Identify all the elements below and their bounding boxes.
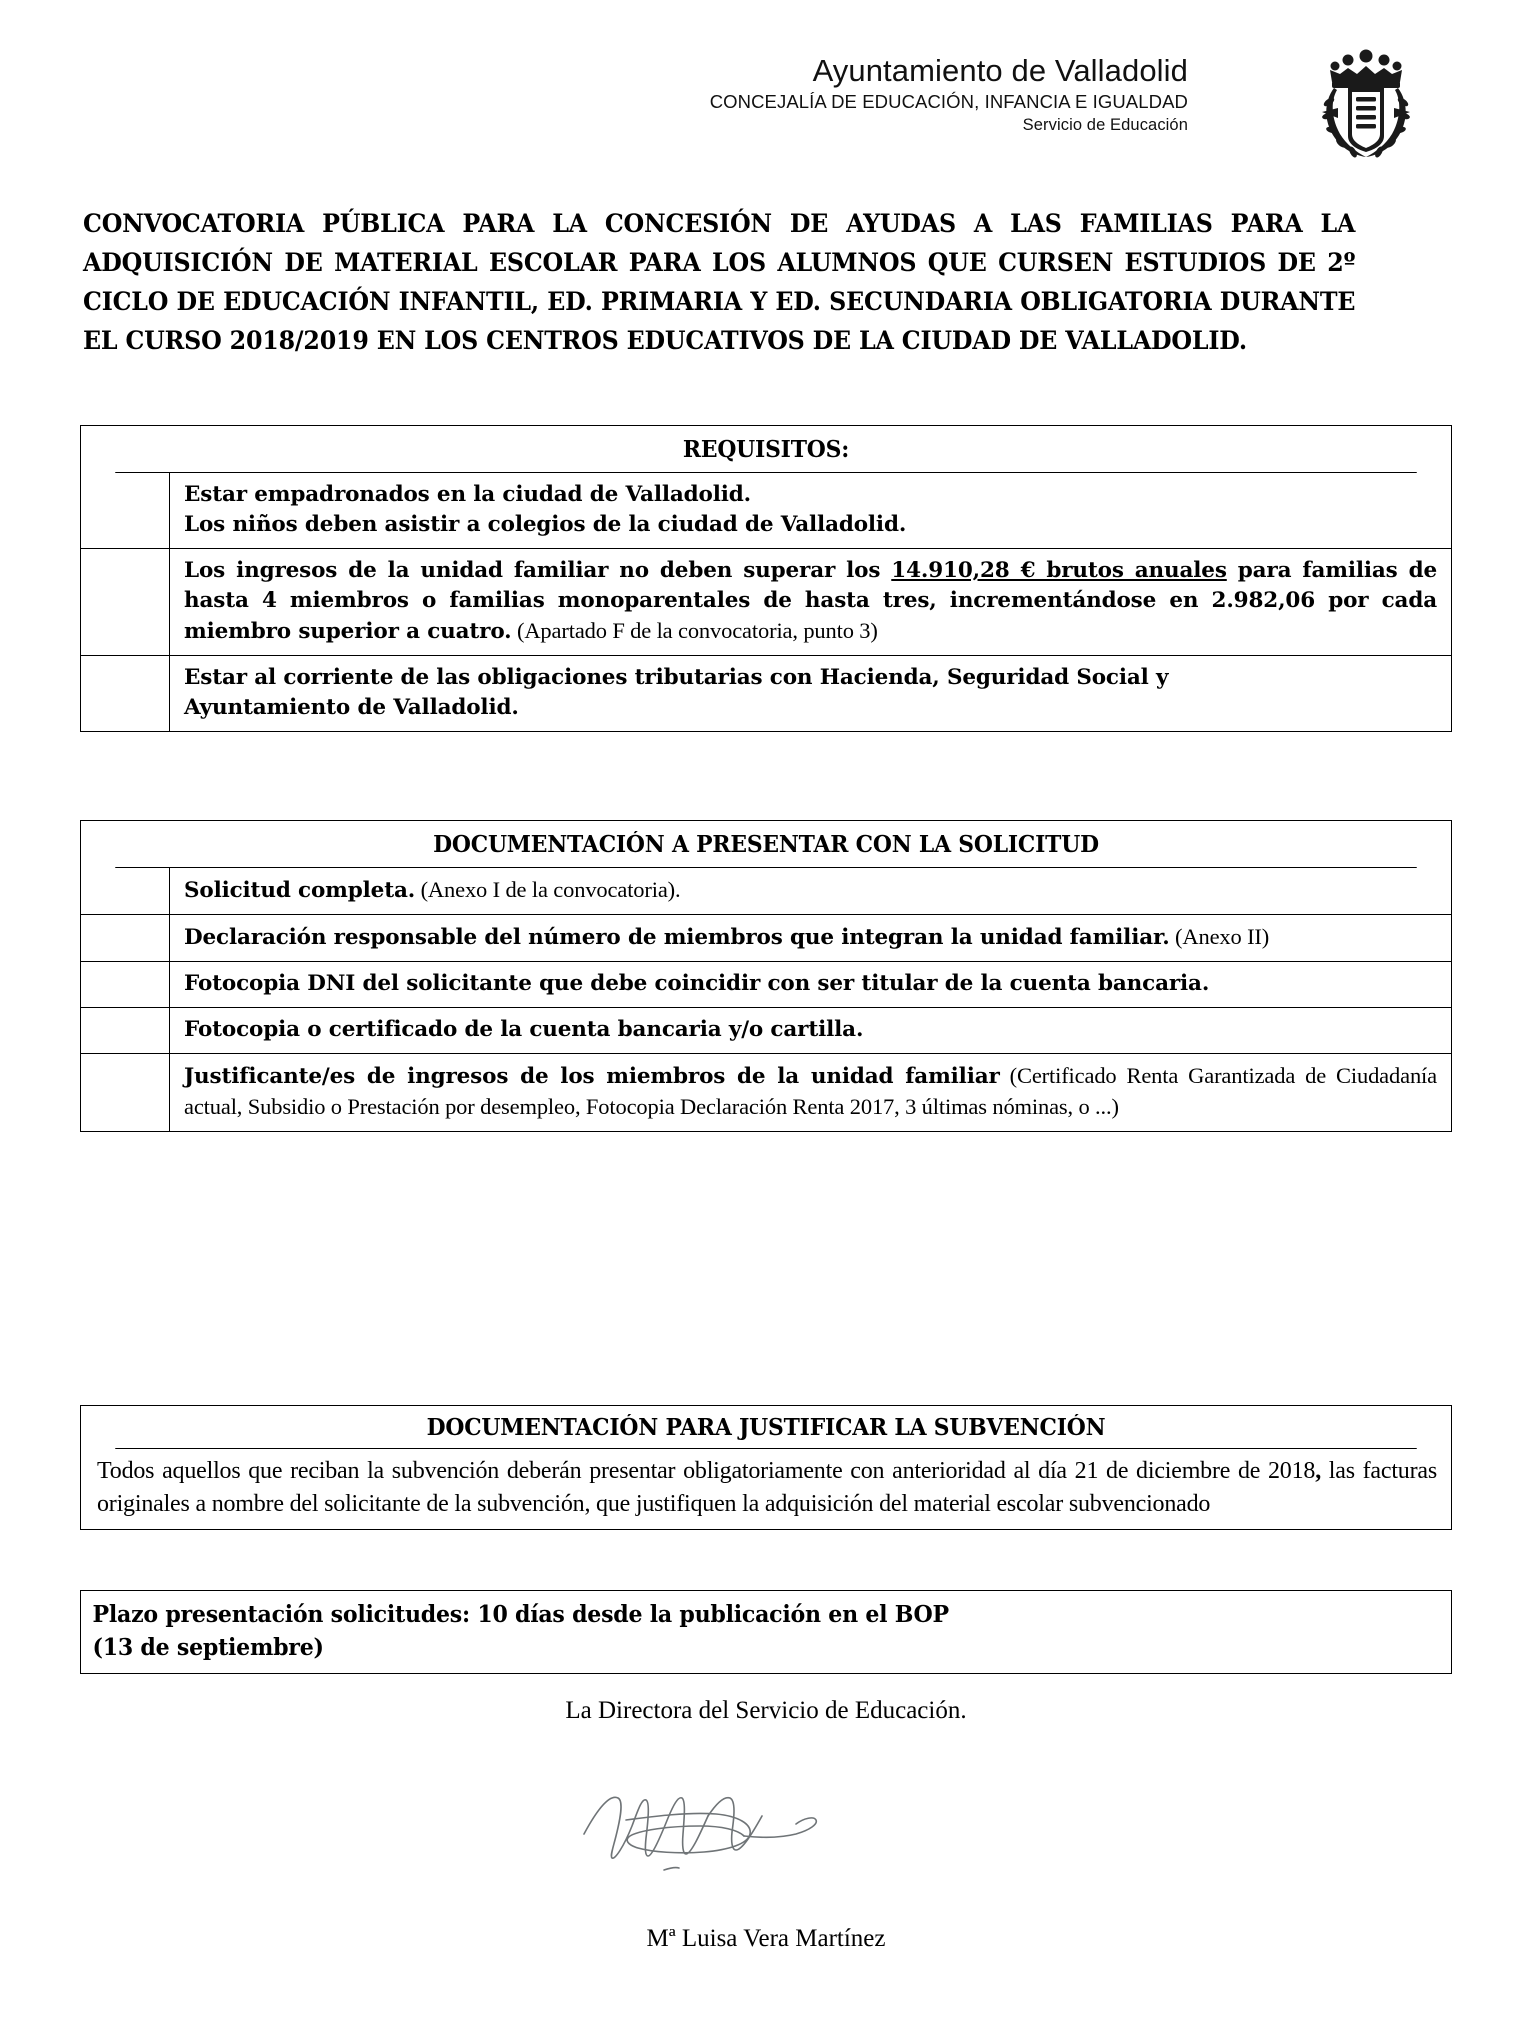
justificacion-heading: DOCUMENTACIÓN PARA JUSTIFICAR LA SUBVENCIÓN <box>115 1406 1417 1449</box>
documento-2-plain: (Anexo II) <box>1169 924 1270 949</box>
table-row <box>81 962 1451 1008</box>
organization-name: Ayuntamiento de Valladolid <box>812 53 1188 88</box>
documentacion-table <box>80 820 1452 1132</box>
documento-3-bold: Fotocopia DNI del solicitante que debe coincidir con ser titular de la cuenta bancaria. <box>184 971 1210 996</box>
justificacion-text-b: las facturas originales a nombre del solicitante de la subvención, que justifiquen la adquisición del material escolar subvencionado <box>97 1458 1437 1517</box>
requisitos-heading: REQUISITOS: <box>115 426 1417 473</box>
requisito-2-text-a: Los ingresos de la unidad familiar no deben superar los <box>184 558 892 583</box>
table-row <box>81 1008 1451 1054</box>
requisito-3-line-2: Ayuntamiento de Valladolid. <box>184 695 519 720</box>
requisito-3-cell <box>170 656 1451 731</box>
documento-1-plain: (Anexo I de la convocatoria). <box>415 877 681 902</box>
justificacion-table <box>80 1405 1452 1530</box>
documento-5-cell <box>170 1054 1451 1131</box>
requisito-2-text-b: para familias de hasta 4 miembros o familias monoparentales de hasta tres, incrementándose en 2.982,06 por cada miembro superior a cuatro. <box>184 558 1437 644</box>
table-row <box>81 1054 1451 1131</box>
signoff-role: La Directora del Servicio de Educación. <box>565 1697 967 1724</box>
requisito-3-line-1: Estar al corriente de las obligaciones tributarias con Hacienda, Seguridad Social y <box>184 665 1169 690</box>
signoff-name: Mª Luisa Vera Martínez <box>646 1925 886 1952</box>
row-marker-cell <box>81 868 170 914</box>
requisito-1-line-1: Estar empadronados en la ciudad de Valladolid. <box>184 482 751 507</box>
documento-5-plain: (Certificado Renta Garantizada de Ciudadanía actual, Subsidio o Prestación por desempleo, Fotocopia Declaración Renta 2017, 3 últimas nóminas, o ...) <box>184 1063 1437 1119</box>
documento-4-cell <box>170 1008 1451 1053</box>
row-marker-cell <box>81 915 170 961</box>
handwritten-signature <box>566 1768 866 1888</box>
documento-2-cell <box>170 915 1451 961</box>
plazo-box <box>80 1590 1452 1674</box>
documento-2-bold: Declaración responsable del número de miembros que integran la unidad familiar. <box>184 925 1170 950</box>
table-row <box>81 915 1451 962</box>
unit-name: Servicio de Educación <box>1022 116 1188 134</box>
requisito-2-cell <box>170 549 1451 655</box>
documento-3-cell <box>170 962 1451 1007</box>
justificacion-body <box>81 1449 1451 1529</box>
plazo-line-1: Plazo presentación solicitudes: 10 días desde la publicación en el BOP <box>92 1601 949 1628</box>
valladolid-coat-of-arms-icon <box>1318 44 1414 162</box>
requisito-1-line-2: Los niños deben asistir a colegios de la ciudad de Valladolid. <box>184 512 907 537</box>
requisito-2-reference: (Apartado F de la convocatoria, punto 3) <box>511 618 878 643</box>
header-institution-block <box>0 52 1188 136</box>
documento-5-bold: Justificante/es de ingresos de los miembros de la unidad familiar <box>184 1064 1000 1089</box>
justificacion-comma: , <box>1315 1458 1322 1484</box>
table-row <box>81 473 1451 549</box>
row-marker-cell <box>81 962 170 1007</box>
department-name: CONCEJALÍA DE EDUCACIÓN, INFANCIA E IGUALDAD <box>709 91 1188 112</box>
documento-1-cell <box>170 868 1451 914</box>
table-row <box>81 549 1451 656</box>
requisitos-table <box>80 425 1452 732</box>
requisito-2-amount: 14.910,28 € brutos anuales <box>891 558 1227 583</box>
table-row <box>81 868 1451 915</box>
documento-4-bold: Fotocopia o certificado de la cuenta bancaria y/o cartilla. <box>184 1017 864 1042</box>
row-marker-cell <box>81 473 170 548</box>
documentacion-heading: DOCUMENTACIÓN A PRESENTAR CON LA SOLICITUD <box>115 821 1417 868</box>
row-marker-cell <box>81 549 170 655</box>
document-header <box>0 52 1532 162</box>
table-row <box>81 656 1451 731</box>
requisito-1-cell <box>170 473 1451 548</box>
plazo-line-2: (13 de septiembre) <box>92 1634 324 1661</box>
row-marker-cell <box>81 656 170 731</box>
row-marker-cell <box>81 1054 170 1131</box>
page-title: CONVOCATORIA PÚBLICA PARA LA CONCESIÓN DE AYUDAS A LAS FAMILIAS PARA LA ADQUISICIÓN DE MATERIAL ESCOLAR PARA LOS ALUMNOS QUE CURSEN ESTUDIOS DE 2º CICLO DE EDUCACIÓN INFANTIL, ED. PRIMARIA Y ED. SECUNDARIA OBLIGATORIA DURANTE EL CURSO 2018/2019 EN LOS CENTROS EDUCATIVOS DE LA CIUDAD DE VALLADOLID. <box>83 209 1356 356</box>
row-marker-cell <box>81 1008 170 1053</box>
justificacion-text-a: Todos aquellos que reciban la subvención deberán presentar obligatoriamente con anterioridad al día 21 de diciembre de 2018 <box>97 1458 1316 1484</box>
documento-1-bold: Solicitud completa. <box>184 878 416 903</box>
